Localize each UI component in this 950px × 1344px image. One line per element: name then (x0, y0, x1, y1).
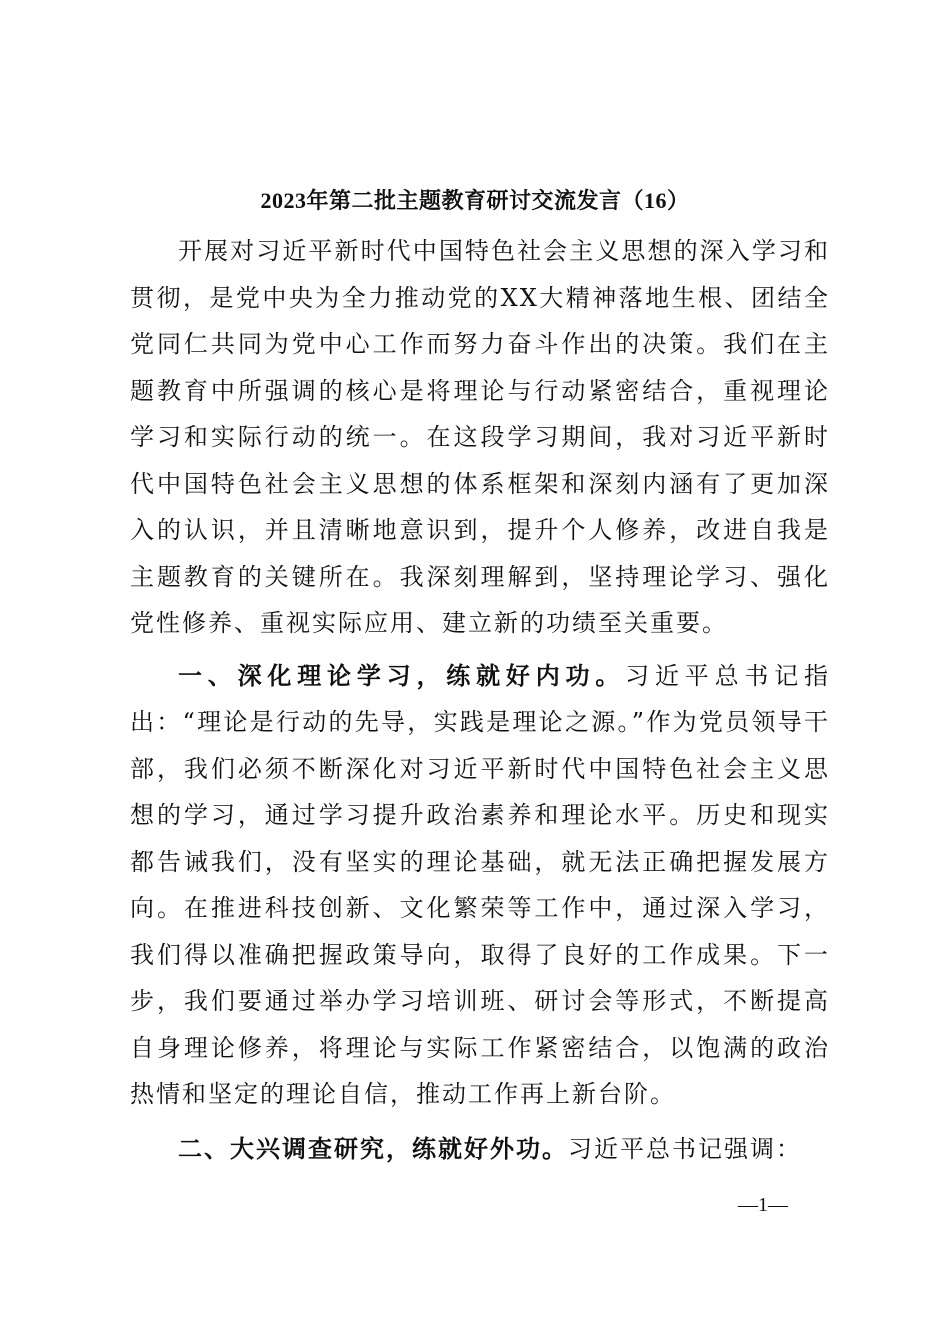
document-title: 2023年第二批主题教育研讨交流发言（16） (260, 188, 690, 213)
page-number: —1— (738, 1194, 788, 1216)
section-2-heading: 二、大兴调查研究，练就好外功。 (178, 1134, 568, 1163)
section-1-text: 习近平总书记指出：“理论是行动的先导，实践是理论之源。”作为党员领导干部，我们必须不断深化对习近平新时代中国特色社会主义思想的学习，通过学习提升政治素养和理论水平。历史和现实都告诫我们，没有坚实的理论基础，就无法正确把握发展方向。在推进科技创新、文化繁荣等工作中，通过深入学习，我们得以准确把握政策导向，取得了良好的工作成果。下一步，我们要通过举办学习培训班、研讨会等形式，不断提高自身理论修养，将理论与实际工作紧密结合，以饱满的政治热情和坚定的理论自信，推动工作再上新台阶。 (130, 661, 831, 1108)
intro-paragraph: 开展对习近平新时代中国特色社会主义思想的深入学习和贯彻，是党中央为全力推动党的XX大精神落地生根、团结全党同仁共同为党中心工作而努力奋斗作出的决策。我们在主题教育中所强调的核心是将理论与行动紧密结合，重视理论学习和实际行动的统一。在这段学习期间，我对习近平新时代中国特色社会主义思想的体系框架和深刻内涵有了更加深入的认识，并且清晰地意识到，提升个人修养，改进自我是主题教育的关键所在。我深刻理解到，坚持理论学习、强化党性修养、重视实际应用、建立新的功绩至关重要。 (130, 237, 830, 637)
section-2-paragraph (130, 1126, 830, 1173)
section-1-paragraph (130, 653, 830, 1118)
section-1-heading: 一、深化理论学习，练就好内功。 (178, 661, 626, 690)
document-body (130, 228, 830, 1180)
section-2-text: 习近平总书记强调： (568, 1134, 802, 1163)
